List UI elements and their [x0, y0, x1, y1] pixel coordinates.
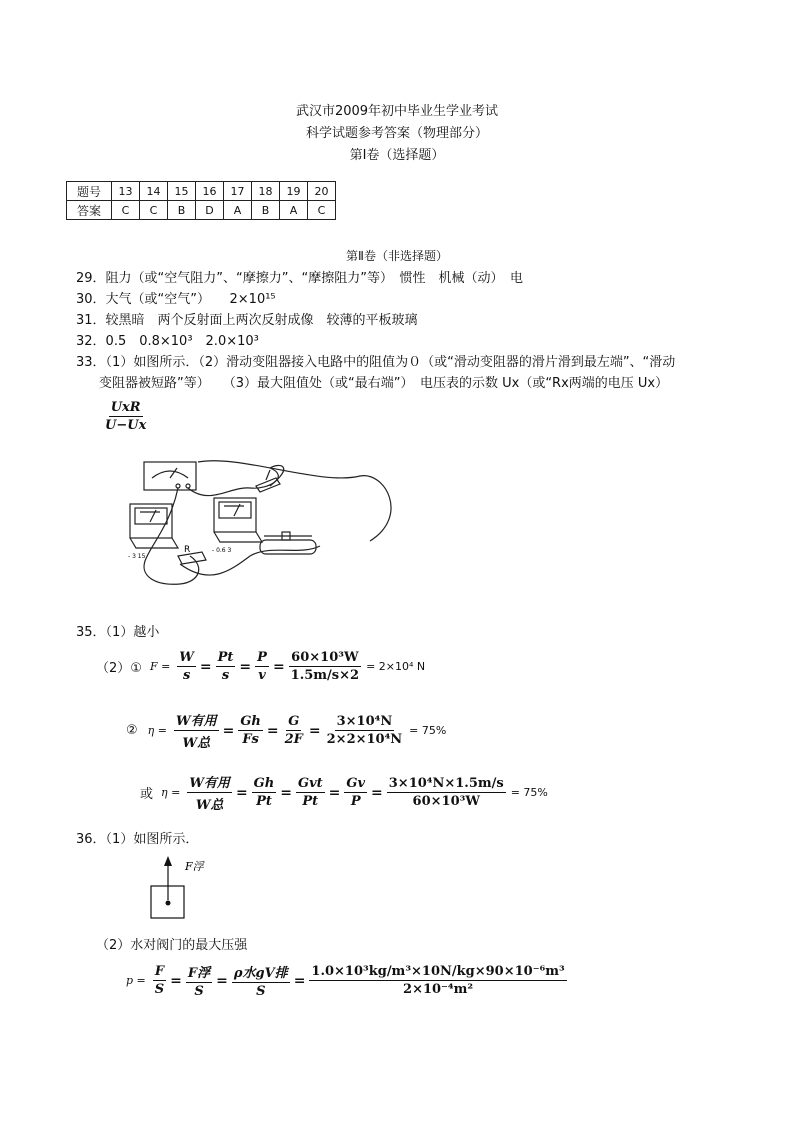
numerator: UxR [110, 400, 141, 415]
answer-36-part1: 36．（1）如图所示． [76, 832, 199, 847]
denominator: S [154, 982, 165, 997]
table-cell: 13 [112, 182, 140, 201]
result: = 75% [409, 724, 447, 737]
table-cell: A [280, 201, 308, 220]
table-cell: 16 [196, 182, 224, 201]
variable: η = [147, 724, 167, 737]
numerator: G [288, 714, 300, 729]
answer-35-part2-efficiency: ② η = $\frac{\text{W有用}}{\text{W总}}$ = $\frac{Gh}{Fs}$ = $\frac{G}{2F}$ = $\frac{\text{3×10⁴N}}{\text{2×2×10⁴N}}$ = 75% [126, 710, 446, 751]
table-cell: 17 [224, 182, 252, 201]
denominator: 2×10⁻⁴m² [403, 982, 474, 997]
numerator: Gh [240, 714, 261, 729]
doc-subtitle: 科学试题参考答案（物理部分） [305, 126, 488, 141]
table-row [67, 182, 336, 201]
numerator: ρ水gV排 [232, 962, 290, 983]
meter-scale-label: - 3 15 [128, 553, 146, 560]
denominator: U−Ux [105, 418, 147, 433]
answer-31: 31．较黑暗 两个反射面上两次反射成像 较薄的平板玻璃 [76, 313, 418, 328]
table-cell: C [112, 201, 140, 220]
numerator: F浮 [186, 962, 212, 983]
rheostat [260, 540, 316, 554]
wire [188, 468, 278, 496]
table-cell: 15 [168, 182, 196, 201]
denominator: 2F [284, 732, 303, 747]
numerator: 1.0×10³kg/m³×10N/kg×90×10⁻⁶m³ [311, 964, 565, 979]
center-dot [166, 901, 171, 906]
wire [198, 461, 391, 541]
answer-33-line1: 33．（1）如图所示．（2）滑动变阻器接入电路中的阻值为０（或“滑动变阻器的滑片滑到最左端”、“滑动 [76, 355, 676, 370]
denominator: Pt [302, 794, 319, 809]
denominator: S [256, 984, 266, 999]
result: = 2×10⁴ N [366, 660, 426, 673]
variable: p = [126, 974, 146, 987]
denominator: s [221, 668, 230, 683]
variable: η = [161, 786, 181, 799]
numerator: 60×10³W [291, 650, 359, 665]
table-cell: 20 [308, 182, 336, 201]
circuit-diagram [120, 456, 420, 596]
doc-title: 武汉市2009年初中毕业生学业考试 [295, 104, 499, 119]
meter-arc [152, 471, 188, 478]
force-label: F浮 [185, 860, 204, 873]
result: = 75% [510, 786, 548, 799]
answer-35-part1: 35．（1）越小 [76, 625, 160, 640]
table-cell: C [140, 201, 168, 220]
numerator: Gvt [297, 776, 323, 791]
denominator: P [350, 794, 361, 809]
numerator: 3×10⁴N [336, 714, 393, 729]
answer-32: 32．0.5 0.8×10³ 2.0×10³ [76, 334, 259, 349]
answer-35-alternative: 或 η = $\frac{\text{W有用}}{\text{W总}}$ = $\frac{Gh}{Pt}$ = $\frac{\text{Gvt}}{Pt}$ = $\frac{Gv}{P}$ = $\frac{\text{3×10⁴N×1.5m/s}}{\text{60×10³W}}$ = 75% [140, 772, 548, 813]
answer-30: 30．大气（或“空气”） 2×10¹⁵ [76, 292, 276, 307]
part1-heading: 第Ⅰ卷（选择题） [349, 148, 445, 163]
table-cell: B [168, 201, 196, 220]
variable: F = [149, 660, 171, 673]
denominator: 1.5m/s×2 [290, 668, 360, 683]
table-row [67, 201, 336, 220]
numerator: Gh [253, 776, 275, 791]
answer-36-part2: （2）水对阀门的最大压强 [96, 938, 248, 953]
denominator: W总 [195, 798, 224, 813]
answer-35-part2: （2）① F = $\frac{W}{s}$ = $\frac{Pt}{s}$ = $\frac{P}{v}$ = $\frac{\text{60×10³W}}{1.5m/s\times 2}$ = 2×10⁴ N [96, 650, 426, 683]
numerator: P [257, 650, 267, 665]
step-label: （2）① [96, 661, 142, 676]
numerator: W [179, 650, 194, 665]
table-cell: B [252, 201, 280, 220]
fraction [103, 400, 148, 433]
table-cell: 19 [280, 182, 308, 201]
denominator: v [258, 668, 266, 683]
numerator: Pt [217, 650, 234, 665]
table-cell: A [224, 201, 252, 220]
table-cell: D [196, 201, 224, 220]
denominator: W总 [182, 736, 211, 751]
formula-33 [100, 400, 151, 433]
denominator: 60×10³W [412, 794, 480, 809]
arrow-head-icon [164, 856, 172, 866]
answer-29: 29．阻力（或“空气阻力”、“摩擦力”、“摩擦阻力”等） 惯性 机械（动） 电 [76, 271, 523, 286]
answer-table [66, 181, 336, 220]
row-label-number: 题号 [67, 182, 112, 201]
denominator: Pt [256, 794, 272, 809]
table-cell: 14 [140, 182, 168, 201]
answer-33-line2: 变阻器被短路”等） （3）最大阻值处（或“最右端”） 电压表的示数 Ux（或“Rx两端的电压 Ux） [99, 376, 669, 391]
top-meter-box [144, 462, 196, 490]
numerator: Gv [346, 776, 366, 791]
denominator: s [182, 668, 191, 683]
answer-36-formula: p = $\frac{F}{S}$ = $\frac{\text{F浮}}{S}$ = $\frac{\text{ρ水gV排}}{S}$ = $\frac{\text{1.0×10³kg/m³×10N/kg×90×10⁻⁶m³}}{\text{2×10⁻⁴m²}}$ [126, 964, 565, 999]
row-label-answer: 答案 [67, 201, 112, 220]
meter-scale-label: - 0.6 3 [212, 547, 232, 554]
numerator: 3×10⁴N×1.5m/s [388, 776, 504, 791]
table-cell: 18 [252, 182, 280, 201]
part2-heading: 第Ⅱ卷（非选择题） [346, 249, 448, 263]
numerator: W有用 [174, 710, 219, 731]
denominator: Fs [242, 732, 259, 747]
table-cell: C [308, 201, 336, 220]
denominator: S [194, 984, 204, 999]
resistor-label: R [184, 545, 191, 555]
numerator: F [154, 964, 165, 979]
numerator: W有用 [187, 772, 232, 793]
step-label: ② [126, 723, 138, 738]
denominator: 2×2×10⁴N [326, 732, 403, 747]
meter-needle [170, 468, 177, 478]
buoyancy-diagram [140, 852, 220, 924]
step-label: 或 [140, 787, 154, 802]
